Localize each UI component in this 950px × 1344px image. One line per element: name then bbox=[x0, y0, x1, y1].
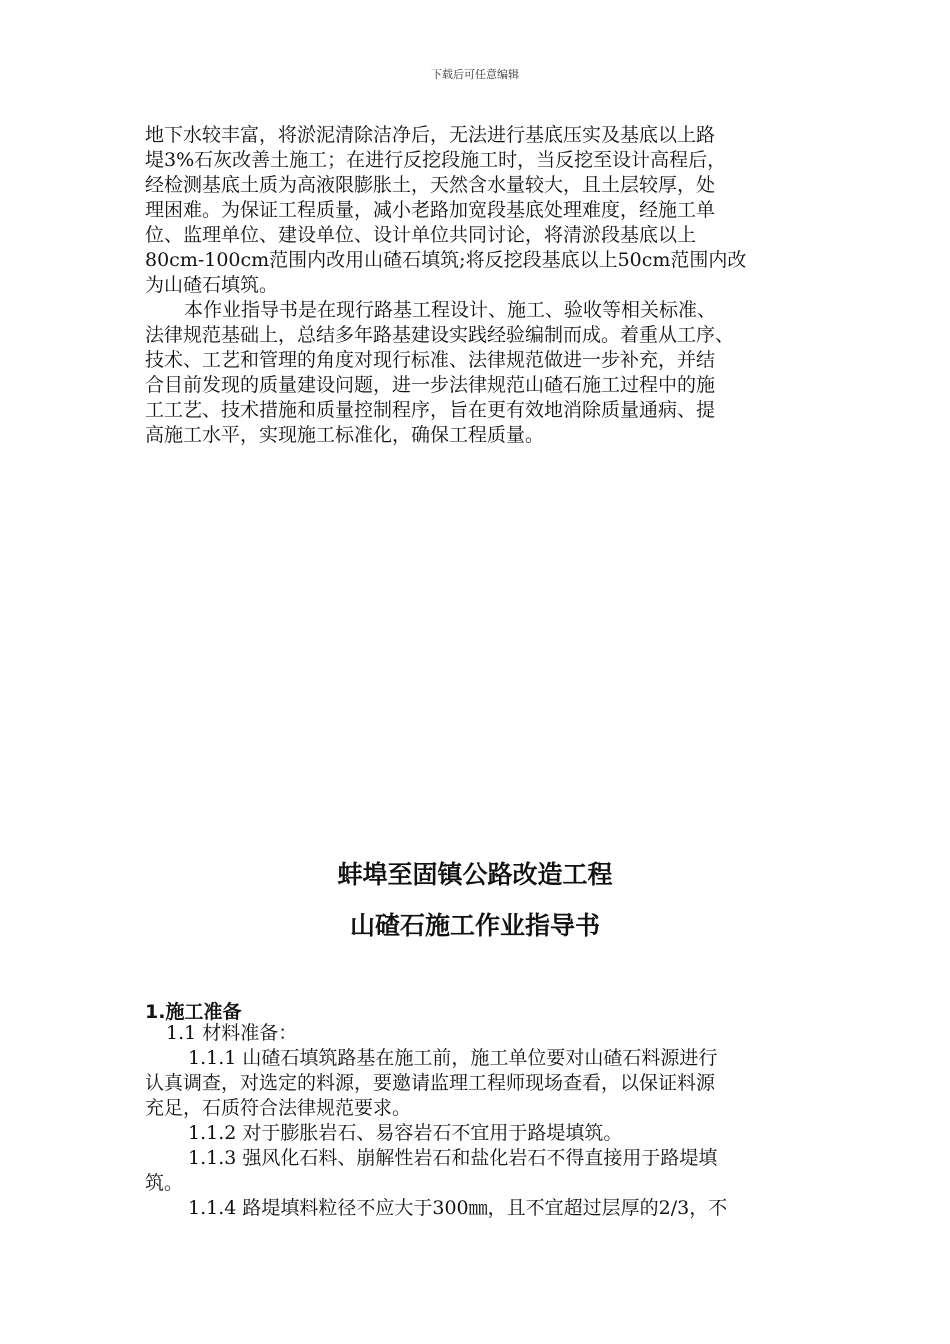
paragraph-line: 本作业指导书是在现行路基工程设计、施工、验收等相关标准、 bbox=[184, 299, 717, 321]
paragraph-line: 为山碴石填筑。 bbox=[145, 274, 279, 296]
section-heading: 1.施工准备 bbox=[145, 1001, 242, 1023]
item-line: 认真调查，对选定的料源，要邀请监理工程师现场查看，以保证料源 bbox=[145, 1072, 716, 1094]
document-subtitle: 山碴石施工作业指导书 bbox=[349, 911, 600, 940]
header-note: 下载后可任意编辑 bbox=[431, 68, 519, 81]
item-line: 筑。 bbox=[145, 1172, 184, 1194]
paragraph-line: 经检测基底土质为高液限膨胀土，天然含水量较大，且土层较厚，处 bbox=[145, 174, 716, 196]
paragraph-line: 堤3%石灰改善土施工；在进行反挖段施工时，当反挖至设计高程后， bbox=[145, 149, 727, 171]
paragraph-line: 理困难。为保证工程质量，减小老路加宽段基底处理难度，经施工单 bbox=[145, 199, 716, 221]
paragraph-line: 技术、工艺和管理的角度对现行标准、法律规范做进一步补充，并结 bbox=[145, 349, 716, 371]
subsection-heading: 1.1 材料准备： bbox=[166, 1022, 298, 1044]
item-line: 1.1.2 对于膨胀岩石、易容岩石不宜用于路堤填筑。 bbox=[188, 1122, 623, 1144]
paragraph-line: 地下水较丰富，将淤泥清除洁净后，无法进行基底压实及基底以上路 bbox=[145, 124, 716, 146]
paragraph-line: 工工艺、技术措施和质量控制程序，旨在更有效地消除质量通病、提 bbox=[145, 399, 716, 421]
document-title: 蚌埠至固镇公路改造工程 bbox=[337, 860, 613, 889]
paragraph-line: 高施工水平，实现施工标准化，确保工程质量。 bbox=[145, 424, 545, 446]
item-line: 1.1.1 山碴石填筑路基在施工前，施工单位要对山碴石料源进行 bbox=[188, 1047, 718, 1069]
item-line: 1.1.4 路堤填料粒径不应大于300㎜，且不宜超过层厚的2/3，不 bbox=[188, 1197, 728, 1219]
paragraph-line: 合目前发现的质量建设问题，进一步法律规范山碴石施工过程中的施 bbox=[145, 374, 716, 396]
paragraph-line: 法律规范基础上，总结多年路基建设实践经验编制而成。着重从工序、 bbox=[145, 324, 735, 346]
item-line: 充足，石质符合法律规范要求。 bbox=[145, 1097, 412, 1119]
paragraph-line: 位、监理单位、建设单位、设计单位共同讨论，将清淤段基底以上 bbox=[145, 224, 697, 246]
item-line: 1.1.3 强风化石料、崩解性岩石和盐化岩石不得直接用于路堤填 bbox=[188, 1147, 718, 1169]
paragraph-line: 80cm-100cm范围内改用山碴石填筑;将反挖段基底以上50cm范围内改 bbox=[145, 249, 747, 271]
